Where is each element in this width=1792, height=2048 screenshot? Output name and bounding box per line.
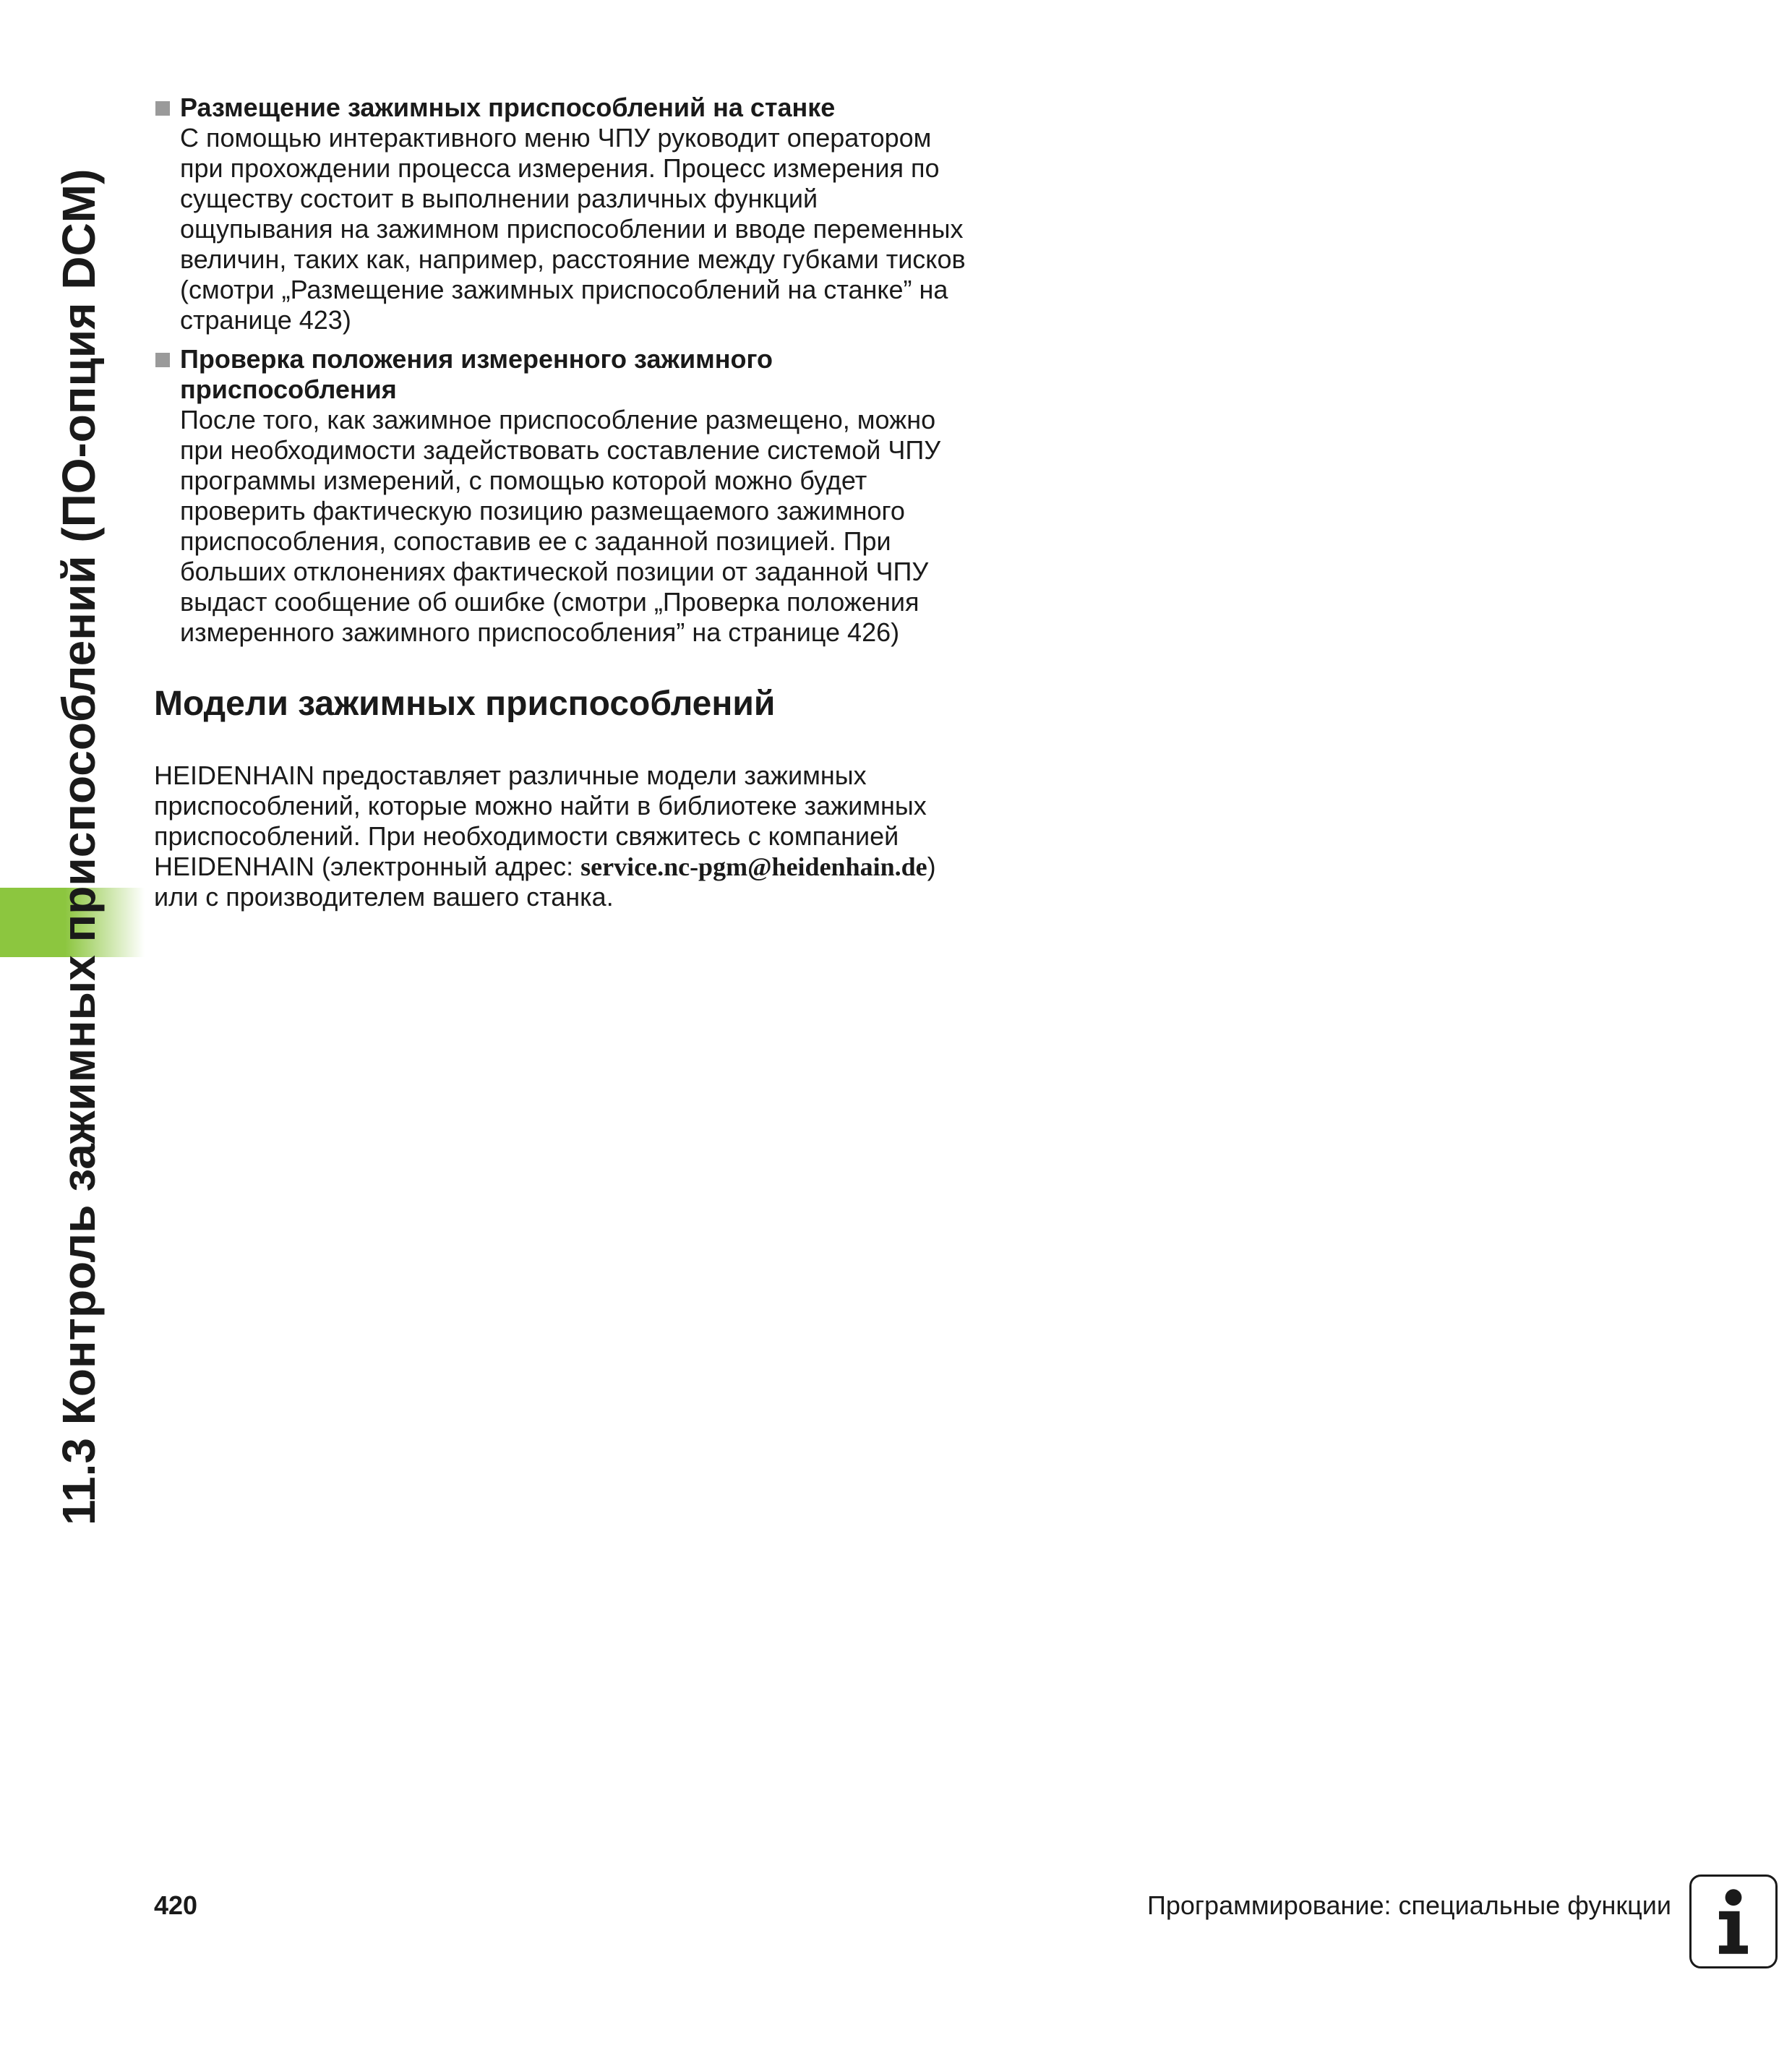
bullet-text [180, 405, 1000, 648]
section-heading: Модели зажимных приспособлений [154, 685, 776, 723]
text-line: величин, таких как, например, расстояние между губками тисков [180, 244, 966, 274]
text-line: (смотри „Размещение зажимных приспособлений на станке” на [180, 275, 948, 304]
text-line: С помощью интерактивного меню ЧПУ руководит оператором [180, 123, 932, 153]
bullet-item [154, 344, 1000, 648]
text-line: существу состоит в выполнении различных функций [180, 184, 818, 213]
text-line: измеренного зажимного приспособления” на странице 426) [180, 617, 900, 647]
text-line: программы измерений, с помощью которой можно будет [180, 466, 867, 495]
info-icon [1689, 1875, 1778, 1968]
email-link[interactable]: service.nc-pgm@heidenhain.de [580, 852, 927, 881]
text-line: HEIDENHAIN предоставляет различные модели зажимных [154, 760, 867, 790]
bullet-text [180, 123, 1000, 335]
main-content [154, 93, 1000, 912]
chapter-side-title: 11.3 Контроль зажимных приспособлений (ПО-опция DCM) [53, 168, 105, 1525]
square-bullet-icon [155, 353, 170, 367]
text-line: выдаст сообщение об ошибке (смотри „Проверка положения [180, 587, 919, 617]
text-line: приспособлений. При необходимости свяжитесь с компанией [154, 821, 899, 851]
square-bullet-icon [155, 101, 170, 116]
text-line: приспособлений, которые можно найти в библиотеке зажимных [154, 791, 927, 821]
bullet-title [180, 344, 1000, 405]
title-line: приспособления [180, 374, 397, 404]
bullet-item [154, 93, 1000, 335]
email-suffix: ) [927, 852, 936, 881]
text-line: После того, как зажимное приспособление размещено, можно [180, 405, 936, 434]
text-line: при необходимости задействовать составление системой ЧПУ [180, 435, 941, 465]
text-line: при прохождении процесса измерения. Процесс измерения по [180, 153, 940, 183]
page-number: 420 [154, 1890, 198, 1920]
bullet-title: Размещение зажимных приспособлений на станке [180, 93, 836, 122]
text-line: ощупывания на зажимном приспособлении и вводе переменных [180, 214, 964, 244]
text-line: проверить фактическую позицию размещаемого зажимного [180, 496, 905, 526]
text-line: или с производителем вашего станка. [154, 882, 614, 912]
text-line: странице 423) [180, 305, 351, 335]
text-line: приспособления, сопоставив ее с заданной позицией. При [180, 526, 891, 556]
title-line: Проверка положения измеренного зажимного [180, 344, 773, 374]
email-prefix: HEIDENHAIN (электронный адрес: [154, 852, 581, 881]
text-line: больших отклонениях фактической позиции от заданной ЧПУ [180, 557, 929, 586]
footer-title: Программирование: специальные функции [1147, 1890, 1671, 1920]
section-paragraph [154, 760, 1000, 912]
